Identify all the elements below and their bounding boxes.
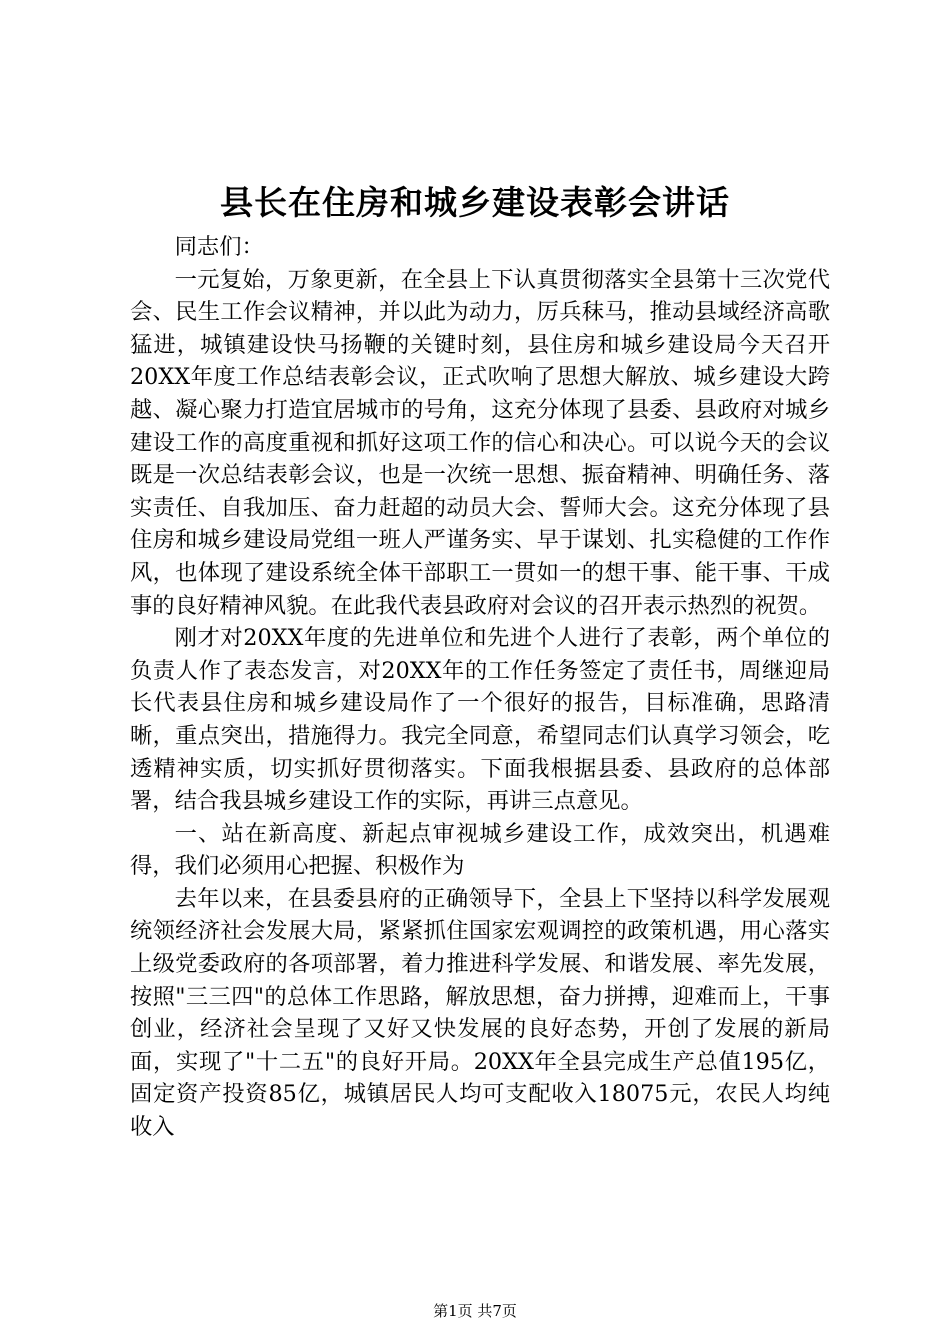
document-body — [130, 231, 830, 1144]
section-heading-1: 一、站在新高度、新起点审视城乡建设工作，成效突出，机遇难得，我们必须用心把握、积极作为 — [130, 820, 830, 880]
greeting: 同志们： — [174, 234, 264, 260]
paragraph-1: 一元复始，万象更新，在全县上下认真贯彻落实全县第十三次党代会、民生工作会议精神，并以此为动力，厉兵秣马，推动县域经济高歌猛进，城镇建设快马扬鞭的关键时刻，县住房和城乡建设局今天召开20XX年度工作总结表彰会议，正式吹响了思想大解放、城乡建设大跨越、凝心聚力打造宜居城市的号角，这充分体现了县委、县政府对城乡建设工作的高度重视和抓好这项工作的信心和决心。可以说今天的会议既是一次总结表彰会议，也是一次统一思想、振奋精神、明确任务、落实责任、自我加压、奋力赶超的动员大会、誓师大会。这充分体现了县住房和城乡建设局党组一班人严谨务实、早于谋划、扎实稳健的工作作风，也体现了建设系统全体干部职工一贯如一的想干事、能干事、干成事的良好精神风貌。在此我代表县政府对会议的召开表示热烈的祝贺。 — [130, 266, 830, 619]
page-number-footer: 第1页 共7页 — [433, 1302, 517, 1320]
document-title: 县长在住房和城乡建设表彰会讲话 — [220, 183, 730, 222]
paragraph-2: 刚才对20XX年度的先进单位和先进个人进行了表彰，两个单位的负责人作了表态发言，对20XX年的工作任务签定了责任书，周继迎局长代表县住房和城乡建设局作了一个很好的报告，目标准确，思路清晰，重点突出，措施得力。我完全同意，希望同志们认真学习领会，吃透精神实质，切实抓好贯彻落实。下面我根据县委、县政府的总体部署，结合我县城乡建设工作的实际，再讲三点意见。 — [130, 625, 830, 815]
paragraph-3: 去年以来，在县委县府的正确领导下，全县上下坚持以科学发展观统领经济社会发展大局，紧紧抓住国家宏观调控的政策机遇，用心落实上级党委政府的各项部署，着力推进科学发展、和谐发展、率先发展，按照"三三四"的总体工作思路，解放思想，奋力拼搏，迎难而上，干事创业，经济社会呈现了又好又快发展的良好态势，开创了发展的新局面，实现了"十二五"的良好开局。20XX年全县完成生产总值195亿，固定资产投资85亿，城镇居民人均可支配收入18075元，农民人均纯收入 — [130, 885, 830, 1141]
